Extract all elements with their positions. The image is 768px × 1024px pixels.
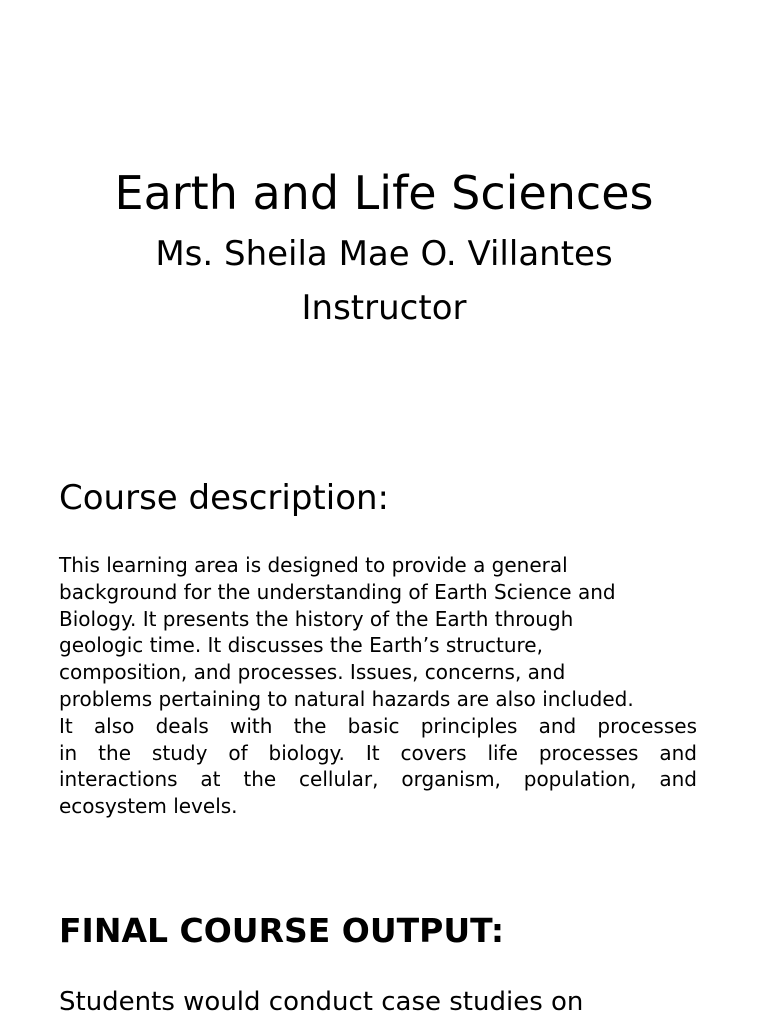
description-line: in the study of biology. It covers life processes and: [59, 740, 697, 765]
document-title: Earth and Life Sciences: [114, 166, 654, 220]
course-description-heading: Course description:: [59, 478, 390, 518]
instructor-role: Instructor: [301, 288, 467, 328]
final-output-heading: FINAL COURSE OUTPUT:: [59, 911, 505, 950]
description-line: This learning area is designed to provide a general: [59, 553, 568, 577]
final-output-text: Students would conduct case studies on: [59, 987, 584, 1017]
description-line: geologic time. It discusses the Earth’s structure,: [59, 633, 543, 658]
description-line: Biology. It presents the history of the Earth through: [59, 606, 574, 631]
description-line: composition, and processes. Issues, concerns, and: [59, 660, 566, 685]
description-line: background for the understanding of Earth Science and: [59, 579, 616, 604]
description-line: It also deals with the basic principles and processes: [59, 713, 697, 738]
description-line: problems pertaining to natural hazards are also included.: [59, 686, 634, 711]
description-line: ecosystem levels.: [59, 794, 238, 819]
instructor-name: Ms. Sheila Mae O. Villantes: [155, 234, 613, 274]
description-line: interactions at the cellular, organism, population, and: [59, 767, 697, 792]
course-description-body: [59, 552, 697, 820]
